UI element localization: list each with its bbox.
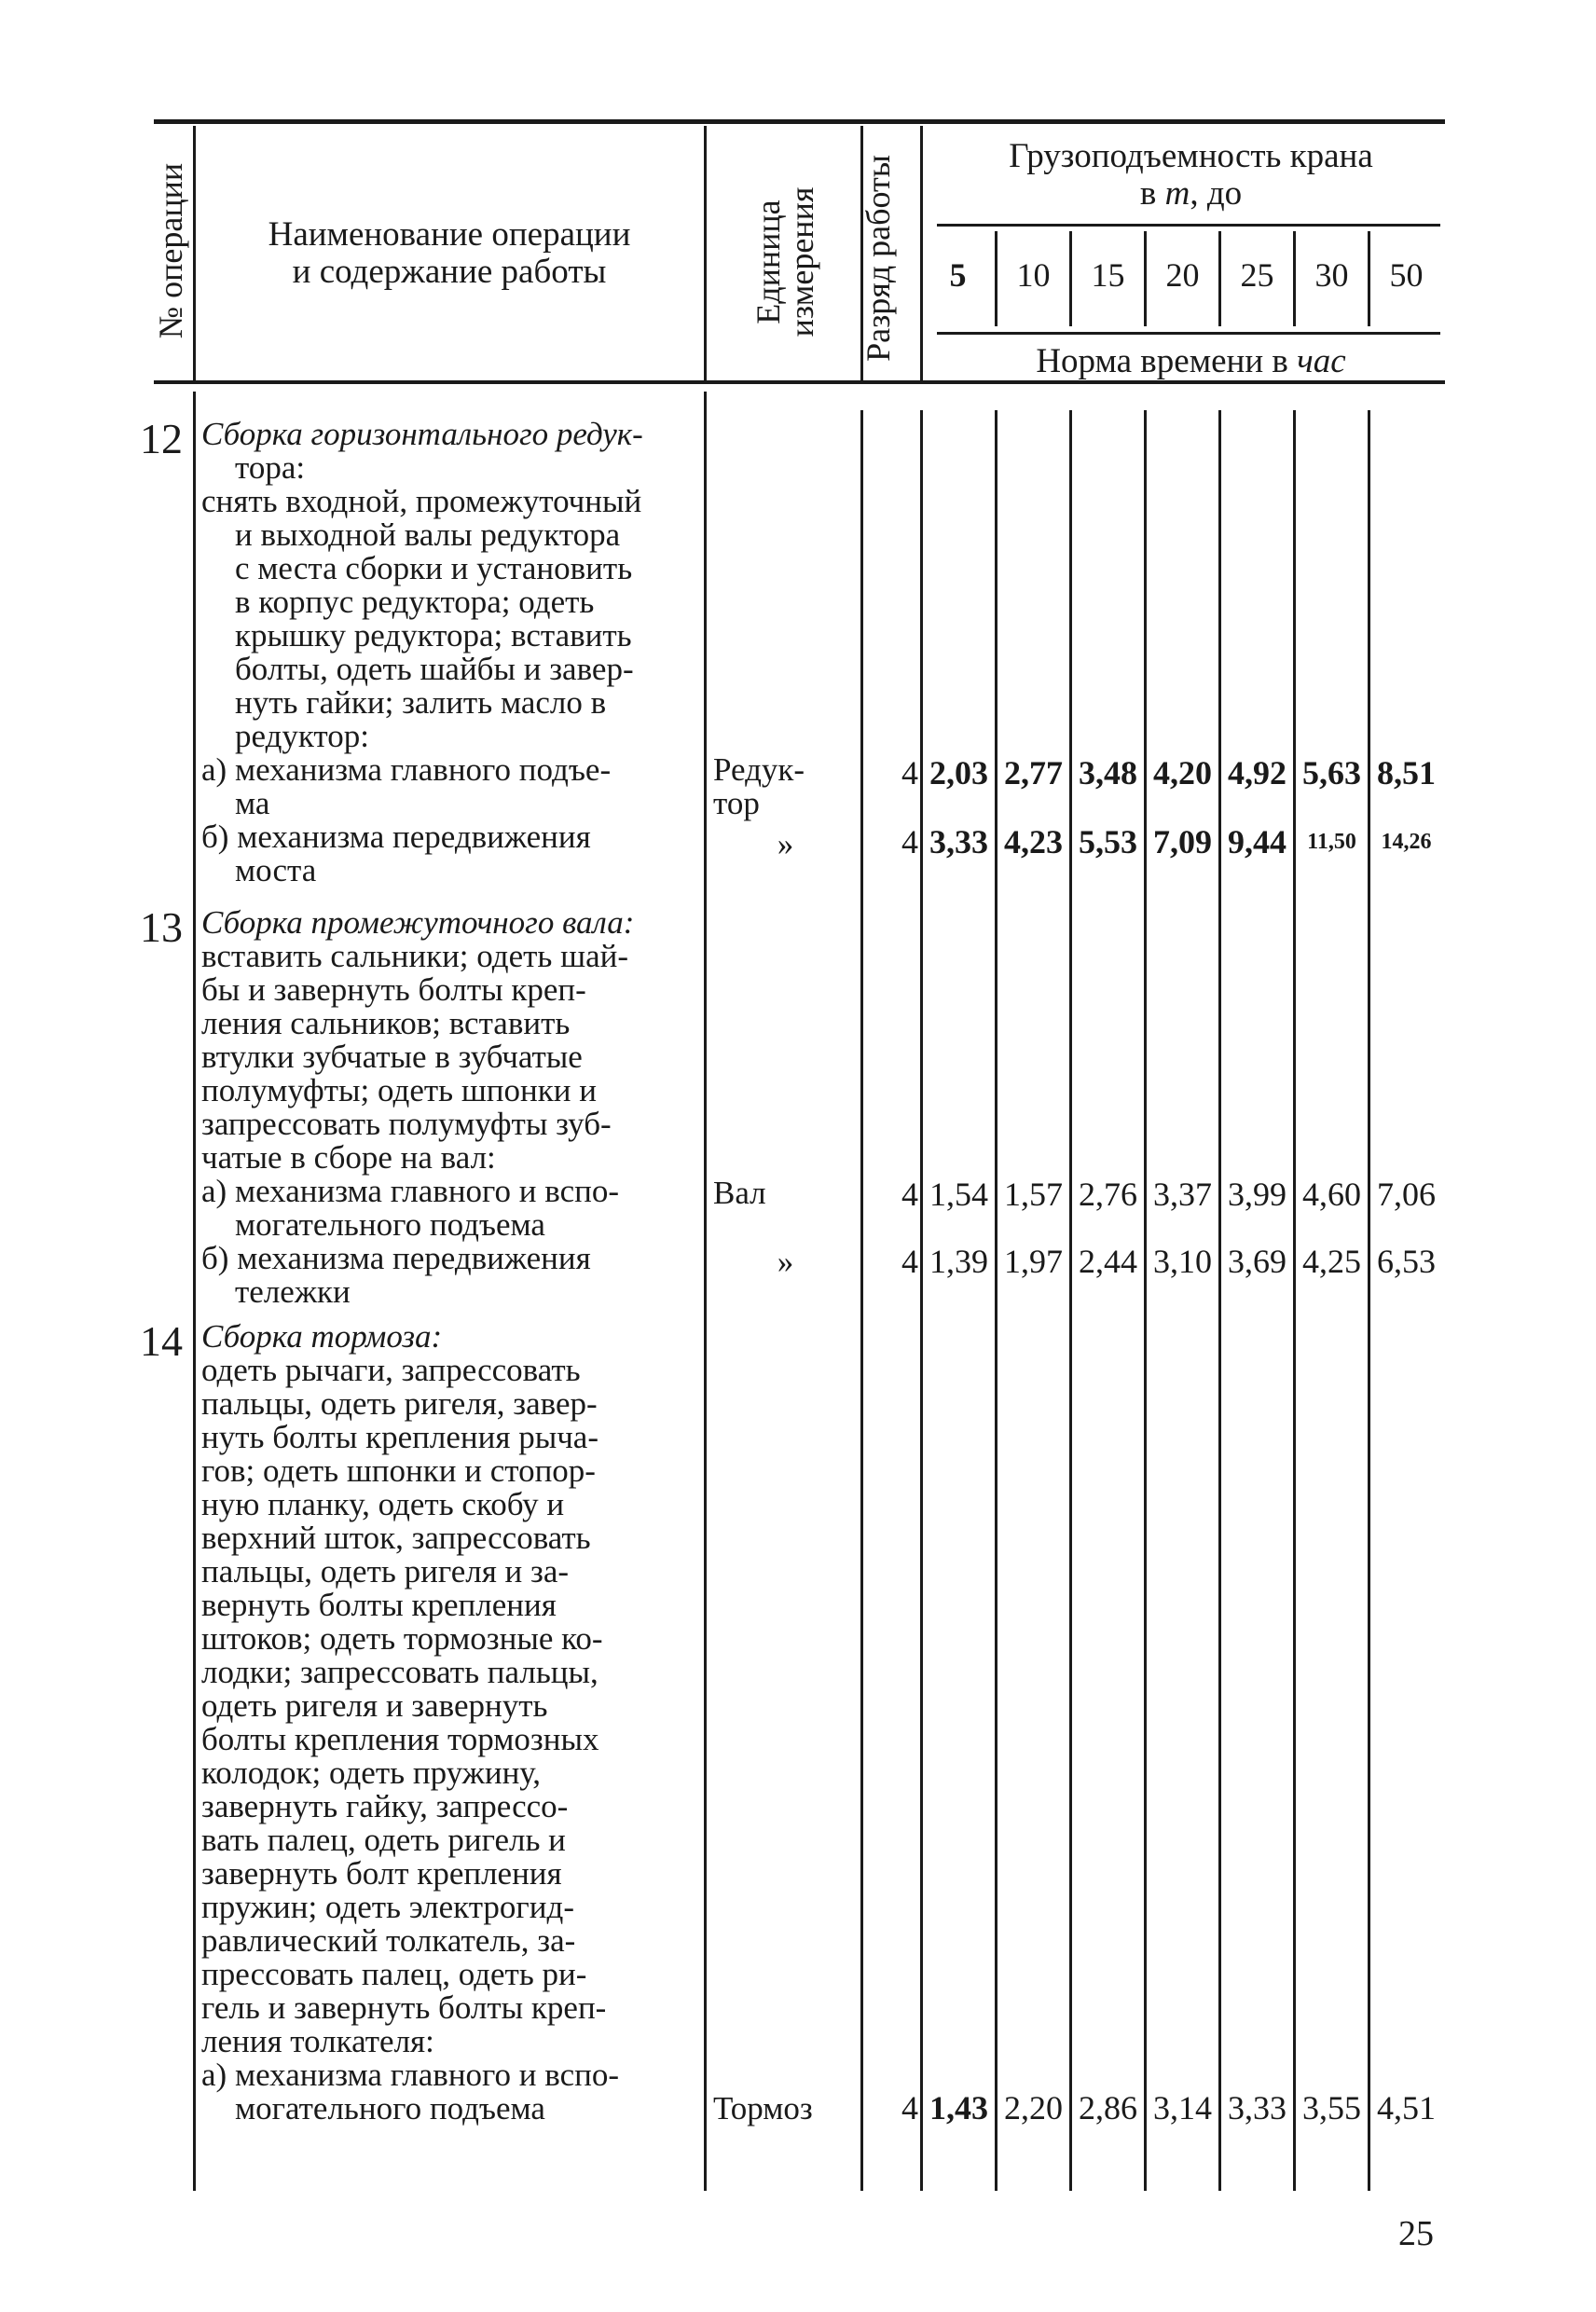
value-cell: 3,10	[1153, 1243, 1212, 1280]
value-cell: 4,20	[1153, 754, 1212, 791]
operation-line: болты крепления тормозных	[201, 1721, 599, 1757]
unit-cell: Тормоз	[713, 2090, 813, 2126]
norm-rule	[937, 332, 1440, 335]
header-divider-no	[193, 126, 196, 382]
operation-line: штоков; одеть тормозные ко-	[201, 1620, 603, 1657]
operation-line: болты, одеть шайбы и завер-	[235, 651, 634, 687]
operation-line: редуктор:	[235, 718, 369, 754]
operation-line: завернуть болт крепления	[201, 1855, 562, 1892]
header-norm-label-a: Норма времени в	[1036, 342, 1298, 380]
operation-line: тора:	[235, 449, 306, 486]
operation-line: тележки	[235, 1273, 351, 1310]
value-cell: 7,06	[1377, 1176, 1436, 1213]
operation-line: гов; одеть шпонки и стопор-	[201, 1452, 596, 1489]
value-cell: 2,44	[1079, 1243, 1137, 1280]
header-divider-name	[704, 126, 707, 382]
value-cell: 2,76	[1079, 1176, 1137, 1213]
header-capacity-line2-b: , до	[1190, 174, 1243, 213]
value-cell: 5,53	[1079, 823, 1137, 860]
header-capacities	[0, 257, 1596, 295]
header-col-unit-line2: измерения	[783, 186, 820, 337]
unit-cell: Вал	[713, 1175, 766, 1211]
header-col-unit-line1: Единица	[750, 200, 787, 324]
value-cell: 5,63	[1302, 754, 1361, 791]
value-cell: 7,09	[1153, 823, 1212, 860]
grade-cell: 4	[901, 2089, 918, 2126]
operation-line: чатые в сборе на вал:	[201, 1139, 496, 1176]
grade-cell: 4	[901, 1243, 918, 1280]
value-cell: 1,57	[1004, 1176, 1063, 1213]
header-capacity-line2-a: в	[1139, 174, 1165, 213]
unit-line: Редук-	[713, 751, 805, 788]
operation-line: нуть гайки; залить масло в	[235, 684, 607, 721]
operation-line: одеть ригеля и завернуть	[201, 1687, 548, 1724]
operation-title: Сборка промежуточного вала:	[201, 904, 635, 941]
body-divider-c4	[1218, 410, 1221, 2191]
value-cell: 4,92	[1228, 754, 1286, 791]
body-divider-unit	[860, 410, 863, 2191]
value-cell: 3,55	[1302, 2089, 1361, 2126]
body-divider-grade	[920, 410, 923, 2191]
page-number: 25	[1398, 2214, 1434, 2253]
header-capacity-line2	[937, 175, 1445, 213]
body-divider-c1	[995, 410, 998, 2191]
operation-line: в корпус редуктора; одеть	[235, 584, 595, 620]
operation-line: пальцы, одеть ригеля, завер-	[201, 1385, 598, 1422]
operation-line: а) механизма главного и вспо-	[201, 1173, 620, 1209]
grade-cell: 4	[901, 1176, 918, 1213]
header-capacity-value: 25	[1240, 256, 1274, 294]
header-capacity-value: 20	[1165, 256, 1200, 294]
value-cell: 2,20	[1004, 2089, 1063, 2126]
operation-line: завернуть гайку, запрессо-	[201, 1788, 569, 1824]
operation-line: ма	[235, 785, 270, 821]
value-cell: 14,26	[1381, 830, 1432, 854]
header-capacity	[937, 138, 1445, 213]
body-divider-no	[193, 392, 196, 2191]
value-cell: 1,39	[929, 1243, 988, 1280]
operation-line: гель и завернуть болты креп-	[201, 1989, 607, 2026]
operation-line: а) механизма главного подъе-	[201, 751, 612, 788]
value-cell: 6,53	[1377, 1243, 1436, 1280]
operation-line: вать палец, одеть ригель и	[201, 1822, 566, 1858]
operation-line: с места сборки и установить	[235, 550, 633, 586]
operation-line: прессовать палец, одеть ри-	[201, 1956, 587, 1992]
operation-line: верхний шток, запрессовать	[201, 1520, 591, 1556]
value-cell: 1,43	[929, 2089, 988, 2126]
value-cell: 3,48	[1079, 754, 1137, 791]
value-cell: 2,03	[929, 754, 988, 791]
operation-line: пальцы, одеть ригеля и за-	[201, 1553, 570, 1590]
operation-description	[201, 1320, 705, 2126]
value-cell: 4,51	[1377, 2089, 1436, 2126]
value-cell: 3,14	[1153, 2089, 1212, 2126]
header-col-name-line1: Наименование операции	[268, 215, 631, 254]
value-cell: 11,50	[1307, 830, 1356, 854]
operation-line: колодок; одеть пружину,	[201, 1755, 542, 1791]
operation-line: б) механизма передвижения	[201, 1240, 591, 1276]
operation-line: запрессовать полумуфты зуб-	[201, 1106, 612, 1142]
header-capacity-unit: т	[1164, 174, 1190, 213]
value-cell: 4,25	[1302, 1243, 1361, 1280]
operation-title: Сборка горизонтального редук-	[201, 416, 643, 452]
operation-line: а) механизма главного и вспо-	[201, 2057, 620, 2093]
operation-description	[201, 418, 705, 888]
unit-cell: »	[777, 826, 794, 862]
operation-number: 12	[140, 415, 183, 462]
operation-line: моста	[235, 852, 317, 888]
body-divider-c6	[1368, 410, 1370, 2191]
operation-line: ления толкателя:	[201, 2023, 434, 2059]
value-cell: 2,86	[1079, 2089, 1137, 2126]
unit-cell: »	[777, 1244, 794, 1280]
operation-number: 14	[140, 1317, 183, 1365]
value-cell: 1,54	[929, 1176, 988, 1213]
header-capacity-line1: Грузоподъемность крана	[1009, 137, 1373, 175]
value-cell: 2,77	[1004, 754, 1063, 791]
operation-line: ную планку, одеть скобу и	[201, 1486, 565, 1522]
operation-line: одеть рычаги, запрессовать	[201, 1352, 581, 1388]
operation-line: вставить сальники; одеть шай-	[201, 938, 628, 974]
operation-line: крышку редуктора; вставить	[235, 617, 632, 654]
value-cell: 3,99	[1228, 1176, 1286, 1213]
operation-line: могательного подъема	[235, 1206, 545, 1243]
operation-number: 13	[140, 903, 183, 951]
unit-line: тор	[713, 785, 760, 821]
value-cell: 8,51	[1377, 754, 1436, 791]
operation-line: бы и завернуть болты креп-	[201, 971, 586, 1008]
capacity-rule	[937, 224, 1440, 227]
value-cell: 9,44	[1228, 823, 1286, 860]
body-divider-c2	[1069, 410, 1072, 2191]
value-cell: 3,33	[1228, 2089, 1286, 2126]
header-norm-label	[937, 343, 1445, 380]
operation-line: равлический толкатель, за-	[201, 1922, 576, 1959]
unit-cell	[713, 753, 858, 820]
body-divider-c5	[1293, 410, 1296, 2191]
grade-cell: 4	[901, 754, 918, 791]
value-cell: 1,97	[1004, 1243, 1063, 1280]
header-col-name-line2: и содержание работы	[292, 253, 607, 291]
header-norm-label-unit: час	[1297, 342, 1346, 380]
body-divider-c3	[1144, 410, 1147, 2191]
operation-line: нуть болты крепления рыча-	[201, 1419, 598, 1455]
top-rule	[154, 119, 1445, 124]
header-capacity-value: 10	[1016, 256, 1051, 294]
value-cell: 4,23	[1004, 823, 1063, 860]
operation-line: могательного подъема	[235, 2090, 545, 2126]
operation-line: пружин; одеть электрогид-	[201, 1889, 574, 1925]
value-cell: 3,69	[1228, 1243, 1286, 1280]
grade-cell: 4	[901, 823, 918, 860]
header-capacity-value: 30	[1314, 256, 1349, 294]
header-divider-grade	[920, 126, 923, 382]
operation-title: Сборка тормоза:	[201, 1318, 443, 1355]
operation-line: вернуть болты крепления	[201, 1587, 557, 1623]
operation-line: снять входной, промежуточный	[201, 483, 642, 519]
header-capacity-value: 5	[949, 256, 967, 294]
value-cell: 3,37	[1153, 1176, 1212, 1213]
operation-description	[201, 906, 705, 1309]
operation-line: и выходной валы редуктора	[235, 516, 621, 553]
operation-line: полумуфты; одеть шпонки и	[201, 1072, 597, 1108]
value-cell: 3,33	[929, 823, 988, 860]
operation-line: втулки зубчатые в зубчатые	[201, 1039, 583, 1075]
value-cell: 4,60	[1302, 1176, 1361, 1213]
operation-line: лодки; запрессовать пальцы,	[201, 1654, 598, 1690]
header-capacity-value: 15	[1091, 256, 1125, 294]
header-capacity-value: 50	[1389, 256, 1424, 294]
header-col-no: № операции	[152, 162, 189, 339]
operation-line: ления сальников; вставить	[201, 1005, 571, 1041]
header-col-grade: Разряд работы	[860, 155, 897, 362]
operation-line: б) механизма передвижения	[201, 819, 591, 855]
